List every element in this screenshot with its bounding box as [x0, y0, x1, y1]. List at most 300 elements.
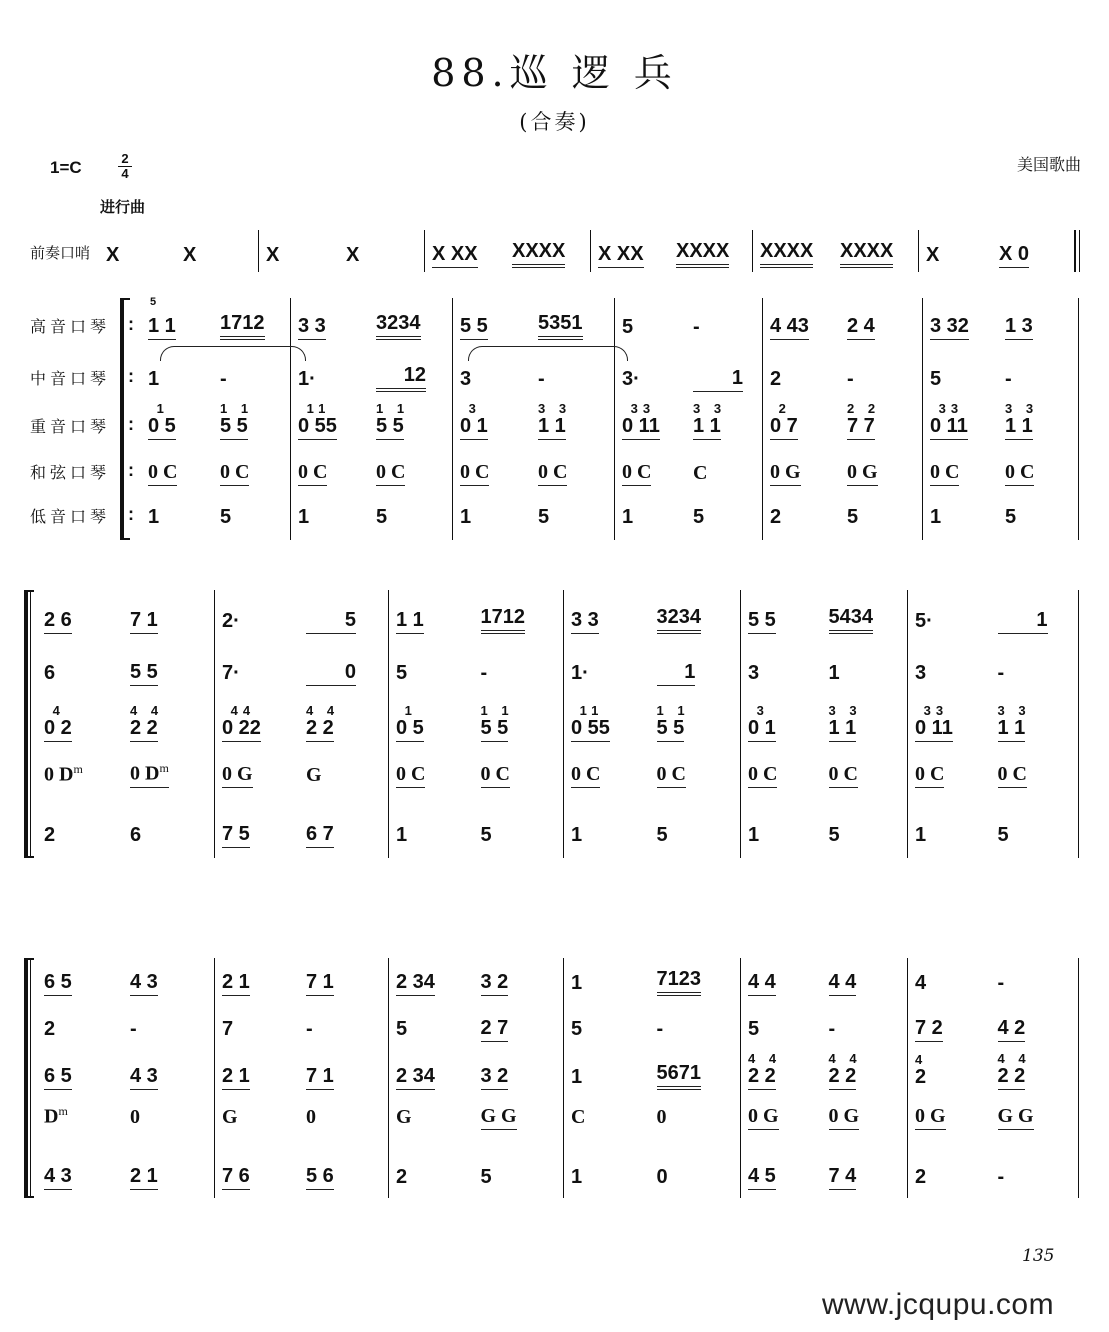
- note-text: 1: [571, 1066, 583, 1088]
- barline: [740, 590, 741, 858]
- note-text: 0 C: [622, 461, 652, 483]
- measure: [565, 758, 736, 788]
- beat: [592, 243, 670, 268]
- note-text: 5 5: [460, 315, 488, 337]
- instrument-label: 中音口琴: [30, 369, 111, 388]
- note-text: -: [828, 1018, 836, 1040]
- note-text: 0 5: [148, 415, 176, 437]
- beat: [390, 824, 475, 848]
- chord-quality: m: [159, 761, 169, 776]
- note-text: 5: [571, 1018, 583, 1040]
- harmony-note: 33: [930, 401, 964, 416]
- measure: [390, 1012, 559, 1042]
- barline: [290, 298, 291, 540]
- measure: [924, 500, 1074, 530]
- measure: [38, 1048, 210, 1090]
- note: [915, 717, 953, 742]
- measure: [616, 456, 758, 486]
- note: [376, 312, 421, 340]
- note: [460, 315, 488, 340]
- harmony-note: 4 4: [828, 1051, 862, 1066]
- beat: [454, 315, 532, 340]
- note-text: 1: [460, 506, 472, 528]
- beat: [292, 315, 370, 340]
- note: [396, 1106, 412, 1130]
- measure: [920, 238, 1066, 268]
- note-text: 2: [770, 368, 782, 390]
- note-text: 5 5: [748, 609, 776, 631]
- note-text: 7 1: [306, 1065, 334, 1087]
- beat: [124, 704, 210, 742]
- beat: [38, 704, 124, 742]
- note-text: 0 G: [847, 461, 878, 483]
- measure: [909, 1048, 1074, 1090]
- note: [840, 240, 893, 268]
- note-text: 1 3: [1005, 315, 1033, 337]
- beat: [38, 1100, 124, 1130]
- note: [222, 823, 250, 848]
- beat: [475, 1017, 560, 1042]
- note-text: 0 C: [656, 763, 686, 785]
- beat: [390, 662, 475, 686]
- note: [571, 717, 610, 742]
- note: [376, 415, 404, 440]
- note-text: 0 G: [222, 763, 253, 785]
- note: [481, 824, 492, 848]
- note-text: -: [306, 1018, 313, 1040]
- note-text: 0 C: [396, 763, 426, 785]
- beat: [300, 1106, 384, 1130]
- song-title: 88.巡 逻 兵: [431, 51, 678, 95]
- note-text: -: [1005, 368, 1012, 390]
- measure: [142, 456, 286, 486]
- note-text: G: [306, 764, 322, 786]
- note-text: 2: [915, 1166, 927, 1188]
- note: [829, 763, 858, 788]
- measure: [216, 758, 384, 788]
- note-text: C: [693, 462, 708, 484]
- note: [130, 1018, 137, 1042]
- beat: [300, 1018, 384, 1042]
- beat: [565, 662, 651, 686]
- beat: [142, 315, 214, 340]
- note: [915, 1166, 926, 1190]
- measure: [260, 238, 420, 268]
- note-text: -: [538, 368, 545, 390]
- beat: [38, 758, 124, 788]
- note: [106, 244, 119, 268]
- barline: [30, 590, 31, 858]
- note-text: 5: [622, 316, 634, 338]
- note: [829, 1105, 860, 1130]
- note-text: 3 3: [298, 315, 326, 337]
- measure: [764, 310, 918, 340]
- beat: [216, 662, 300, 686]
- barline: [907, 958, 908, 1198]
- beat: [565, 1018, 651, 1042]
- repeat-sign: :: [128, 314, 134, 334]
- note: [396, 824, 407, 848]
- note-text: 5 5: [376, 415, 404, 437]
- note-text: 0 G: [828, 1105, 860, 1127]
- note: [220, 368, 227, 392]
- harmony-note: 3 3: [693, 401, 727, 416]
- measure: [742, 604, 903, 634]
- composer: 美国歌曲: [1016, 157, 1081, 174]
- measure: [292, 362, 448, 392]
- note-text: 3 32: [930, 315, 969, 337]
- beat: [687, 316, 758, 340]
- beat: [390, 971, 475, 996]
- note-text: X XX: [432, 243, 478, 265]
- note-text: 4 3: [130, 971, 158, 993]
- note: [657, 968, 702, 996]
- page-number: 135: [1022, 1246, 1055, 1266]
- note: [298, 461, 327, 486]
- beat: [142, 506, 214, 530]
- measure: [909, 758, 1074, 788]
- beat: [124, 824, 210, 848]
- note-text: G G: [997, 1105, 1034, 1127]
- note: [130, 1165, 158, 1190]
- note: [571, 1018, 582, 1042]
- barline: [563, 958, 564, 1198]
- beat: [651, 824, 737, 848]
- note-text: -: [693, 316, 700, 338]
- note-text: X 0: [999, 243, 1030, 265]
- beat: [992, 662, 1075, 686]
- barline: [388, 590, 389, 858]
- beat: [100, 244, 177, 268]
- measure: [292, 310, 448, 340]
- barline: [214, 958, 215, 1198]
- harmony-note: 3 3: [538, 401, 572, 416]
- note: [512, 240, 565, 268]
- slur: [468, 346, 628, 361]
- beat: [216, 1018, 300, 1042]
- system-bracket: [120, 298, 124, 540]
- note: [306, 717, 334, 742]
- note-text: 1: [622, 506, 634, 528]
- note: [998, 1017, 1026, 1042]
- measure: [764, 362, 918, 392]
- note-text: 7 5: [222, 823, 250, 845]
- beat: [390, 1065, 475, 1090]
- note: [693, 506, 704, 530]
- beat: [909, 704, 992, 742]
- note: [396, 662, 407, 686]
- note: [657, 717, 685, 742]
- note-text: 3: [460, 368, 472, 390]
- note: [481, 971, 509, 996]
- beat: [924, 506, 999, 530]
- measure: [38, 1160, 210, 1190]
- note-text: 0 G: [915, 1105, 946, 1127]
- note-text: D: [44, 1106, 59, 1128]
- measure: [390, 656, 559, 686]
- measure: [754, 238, 914, 268]
- note-text: XXXX: [840, 240, 894, 262]
- note: [748, 609, 776, 634]
- measure: [454, 310, 610, 340]
- note: [998, 609, 1048, 634]
- harmony-note: 33: [915, 703, 949, 718]
- beat: [992, 704, 1075, 742]
- beat: [924, 402, 999, 440]
- measure: [565, 656, 736, 686]
- beat: [992, 1166, 1075, 1190]
- note-text: X: [106, 244, 120, 266]
- measure: [909, 818, 1074, 848]
- system-bracket: [24, 958, 28, 1198]
- note-text: 0: [130, 1106, 140, 1128]
- beat: [841, 315, 918, 340]
- measure: [38, 656, 210, 686]
- beat: [909, 763, 992, 788]
- note: [538, 461, 567, 486]
- note: [222, 717, 261, 742]
- note: [571, 1106, 585, 1130]
- beat: [992, 1052, 1075, 1090]
- beat: [834, 240, 914, 268]
- note: [676, 240, 729, 268]
- note-text: 2 2: [997, 1065, 1026, 1087]
- note: [829, 1165, 857, 1190]
- note-text: 7 6: [222, 1165, 250, 1187]
- beat: [999, 315, 1074, 340]
- beat: [370, 312, 448, 340]
- note: [760, 240, 813, 268]
- note-text: XXXX: [676, 240, 730, 262]
- measure: [565, 1100, 736, 1130]
- note-text: 3·: [622, 368, 640, 390]
- note: [306, 1165, 334, 1190]
- note-text: 0 C: [148, 461, 178, 483]
- measure: [38, 700, 210, 742]
- note-text: 2 6: [44, 609, 72, 631]
- note: [538, 312, 583, 340]
- note: [44, 609, 72, 634]
- measure: [616, 362, 758, 392]
- note: [770, 415, 798, 440]
- beat: [764, 315, 841, 340]
- measure: [216, 1012, 384, 1042]
- note: [571, 1166, 582, 1190]
- grace-note: 5: [150, 296, 157, 308]
- note: [130, 1065, 158, 1090]
- measure: [742, 700, 903, 742]
- beat: [532, 506, 610, 530]
- beat: [214, 368, 286, 392]
- measure: [764, 500, 918, 530]
- beat: [687, 506, 758, 530]
- measure: [565, 1012, 736, 1042]
- note: [148, 368, 159, 392]
- measure: [742, 758, 903, 788]
- measure: [742, 966, 903, 996]
- note: [998, 1105, 1034, 1130]
- note: [130, 757, 169, 788]
- note: [220, 506, 231, 530]
- note-text: 0 11: [930, 415, 968, 437]
- note-text: 4 5: [748, 1165, 776, 1187]
- note-text: 5 5: [656, 717, 685, 739]
- harmony-note: 3: [460, 401, 481, 416]
- note: [622, 415, 660, 440]
- beat: [909, 1105, 992, 1130]
- beat: [616, 461, 687, 486]
- note-text: 1: [656, 661, 696, 683]
- note-text: 4 4: [828, 971, 857, 993]
- barline: [590, 230, 591, 272]
- beat: [532, 312, 610, 340]
- note-text: 4 3: [130, 1065, 158, 1087]
- measure: [565, 1048, 736, 1090]
- measure: [742, 818, 903, 848]
- beat: [909, 1017, 992, 1042]
- note-text: 1 1: [828, 717, 857, 739]
- note: [346, 244, 359, 268]
- note: [748, 717, 776, 742]
- note-text: 2: [44, 824, 56, 846]
- beat: [909, 1053, 992, 1090]
- note-text: 2 2: [748, 1065, 776, 1087]
- note: [396, 717, 424, 742]
- note-text: 0: [306, 1106, 316, 1128]
- note-text: 6: [130, 824, 142, 846]
- beat: [124, 1065, 210, 1090]
- beat: [651, 1166, 737, 1190]
- note: [915, 662, 926, 686]
- note: [571, 972, 582, 996]
- note: [44, 758, 83, 788]
- beat: [999, 506, 1074, 530]
- note-text: 0 1: [748, 717, 776, 739]
- note: [306, 1065, 334, 1090]
- note-text: 5 5: [130, 661, 158, 683]
- note-text: 1 1: [1005, 415, 1033, 437]
- note: [926, 244, 939, 268]
- note-text: 7 7: [847, 415, 875, 437]
- note-text: 4: [915, 972, 927, 994]
- beat: [38, 1018, 124, 1042]
- measure: [924, 362, 1074, 392]
- note: [770, 506, 781, 530]
- beat: [292, 368, 370, 392]
- note-text: 0 C: [915, 763, 945, 785]
- note: [538, 368, 545, 392]
- barline: [214, 590, 215, 858]
- barline: [614, 298, 615, 540]
- barline: [762, 298, 763, 540]
- note: [306, 1106, 316, 1130]
- note: [1005, 368, 1012, 392]
- note: [770, 368, 781, 392]
- note-text: 7 1: [306, 971, 334, 993]
- note: [376, 364, 426, 392]
- measure: [216, 1100, 384, 1130]
- beat: [216, 610, 300, 634]
- note: [748, 763, 777, 788]
- harmony-note: 1 1: [376, 401, 410, 416]
- note: [148, 506, 159, 530]
- note-text: 1: [828, 662, 840, 684]
- measure: [390, 604, 559, 634]
- note: [222, 971, 250, 996]
- beat: [742, 824, 823, 848]
- beat: [742, 971, 823, 996]
- note-text: 6 5: [44, 1065, 72, 1087]
- measure: [142, 500, 286, 530]
- note-text: 3: [748, 662, 760, 684]
- harmony-note: 33: [622, 401, 656, 416]
- note: [998, 1166, 1005, 1190]
- note: [130, 824, 141, 848]
- beat: [300, 661, 384, 686]
- note: [376, 461, 405, 486]
- measure: [616, 398, 758, 440]
- note: [748, 1165, 776, 1190]
- measure: [909, 604, 1074, 634]
- note-text: 1: [997, 609, 1048, 631]
- instrument-label: 和弦口琴: [30, 463, 111, 482]
- beat: [909, 662, 992, 686]
- beat: [651, 1018, 737, 1042]
- beat: [999, 368, 1074, 392]
- beat: [742, 1165, 823, 1190]
- note-text: 7: [222, 1018, 234, 1040]
- note: [396, 763, 425, 788]
- beat: [764, 461, 841, 486]
- measure: [565, 700, 736, 742]
- note: [298, 315, 326, 340]
- note-text: 5 5: [480, 717, 509, 739]
- beat: [565, 824, 651, 848]
- note-text: 5: [376, 506, 388, 528]
- beat: [390, 763, 475, 788]
- note: [657, 1018, 664, 1042]
- note-text: -: [847, 368, 854, 390]
- note: [847, 506, 858, 530]
- beat: [909, 610, 992, 634]
- note: [998, 972, 1005, 996]
- note-text: 0 G: [748, 1105, 779, 1127]
- note-text: 0 5: [396, 717, 424, 739]
- note-text: 2: [770, 506, 782, 528]
- note-text: -: [480, 662, 488, 684]
- note-text: 5: [828, 824, 840, 846]
- beat: [764, 368, 841, 392]
- note: [220, 415, 248, 440]
- note-text: 5: [693, 506, 705, 528]
- harmony-note: 1: [396, 703, 417, 718]
- note: [44, 717, 72, 742]
- song-subtitle: (合奏): [519, 110, 590, 134]
- beat: [651, 661, 737, 686]
- barline: [907, 590, 908, 858]
- beat: [565, 1106, 651, 1130]
- note: [130, 609, 158, 634]
- note: [44, 1100, 68, 1130]
- beat: [909, 1166, 992, 1190]
- note: [657, 1106, 667, 1130]
- beat: [124, 1165, 210, 1190]
- instrument-label: 前奏口哨: [30, 244, 91, 262]
- beat: [475, 763, 560, 788]
- note-text: 0 C: [828, 763, 858, 785]
- instrument-label: 重音口琴: [30, 417, 111, 436]
- note-text: 0 1: [460, 415, 488, 437]
